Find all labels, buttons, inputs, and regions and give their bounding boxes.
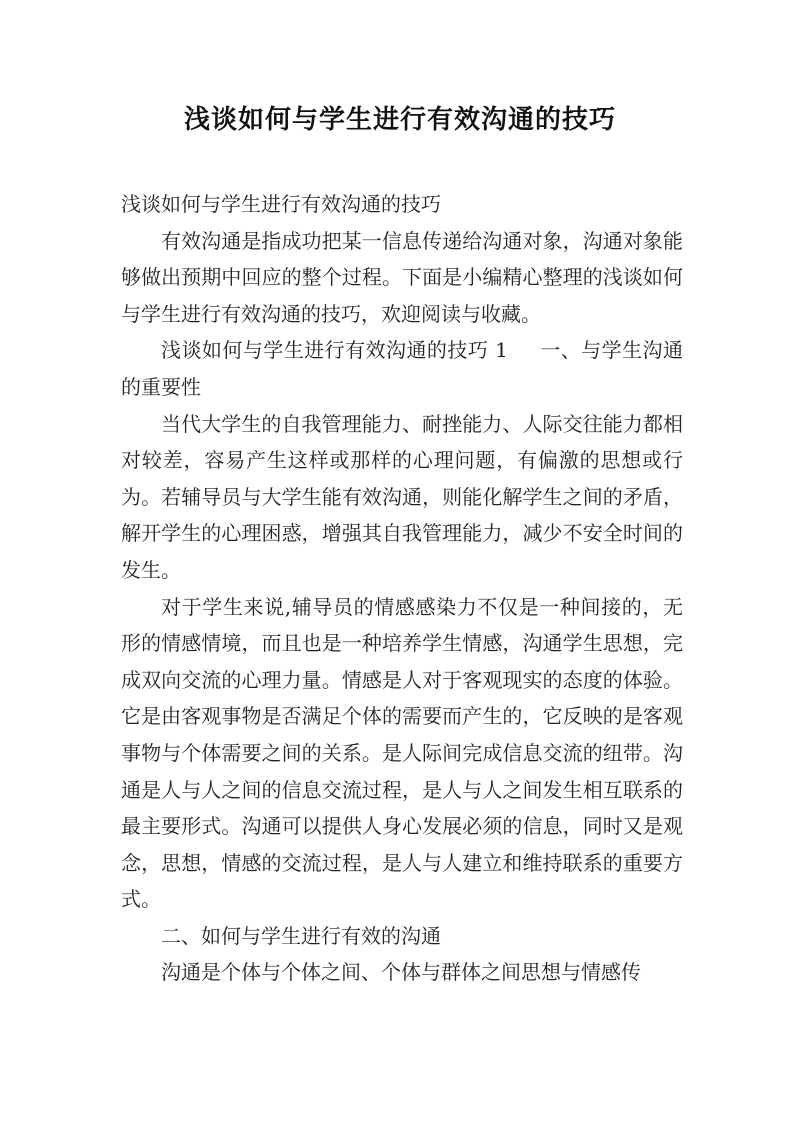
paragraph-intro: 有效沟通是指成功把某一信息传递给沟通对象，沟通对象能够做出预期中回应的整个过程。下面是小编精心整理的浅谈如何与学生进行有效沟通的技巧，欢迎阅读与收藏。 — [121, 228, 683, 326]
document-body — [121, 186, 683, 991]
section-subheading: 一、与学生沟通的重要性 — [121, 338, 683, 399]
paragraph-abilities: 当代大学生的自我管理能力、耐挫能力、人际交往能力都相对较差，容易产生这样或那样的心理问题，有偏激的思想或行为。若辅导员与大学生能有效沟通，则能化解学生之间的矛盾，解开学生的心理困惑，增强其自我管理能力，减少不安全时间的发生。 — [121, 411, 683, 582]
section-label: 浅谈如何与学生进行有效沟通的技巧 1 — [161, 338, 508, 363]
paragraph-emotion: 对于学生来说,辅导员的情感感染力不仅是一种间接的，无形的情感情境，而且也是一种培养学生情感，沟通学生思想，完成双向交流的心理力量。情感是人对于客观现实的态度的体验。它是由客观事物是否满足个体的需要而产生的，它反映的是客观事物与个体需要之间的关系。是人际间完成信息交流的纽带。沟通是人与人之间的信息交流过程，是人与人之间发生相互联系的最主要形式。沟通可以提供人身心发展必须的信息，同时又是观念，思想，情感的交流过程，是人与人建立和维持联系的重要方式。 — [121, 594, 683, 912]
paragraph-communication: 沟通是个体与个体之间、个体与群体之间思想与情感传 — [161, 960, 641, 985]
paragraph-section-heading — [121, 332, 683, 405]
paragraph-how-heading: 二、如何与学生进行有效的沟通 — [161, 923, 441, 948]
paragraph-subtitle: 浅谈如何与学生进行有效沟通的技巧 — [121, 192, 441, 216]
document-title: 浅谈如何与学生进行有效沟通的技巧 — [183, 105, 616, 135]
